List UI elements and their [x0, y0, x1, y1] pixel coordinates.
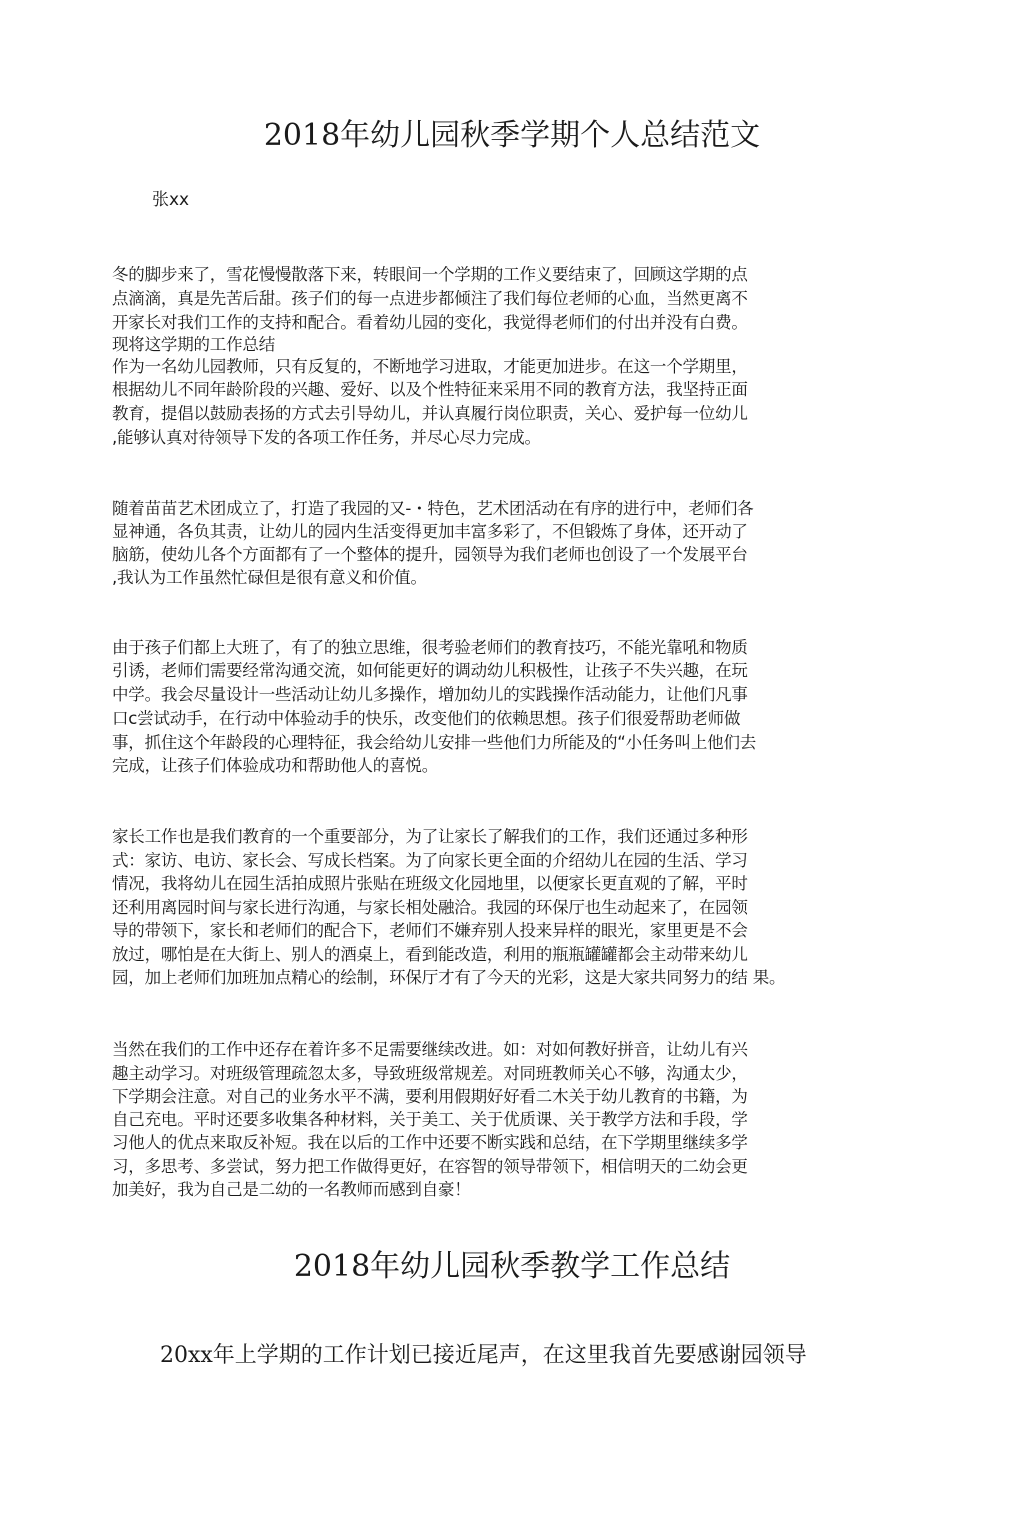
- paragraph-3-line: 中学。我会尽量设计一些活动让幼儿多操作，增加幼儿的实践操作活动能力，让他们凡事: [112, 685, 748, 704]
- paragraph-5-line: 自己充电。平时还要多收集各种材料，关于美工、关于优质课、关于教学方法和手段，学: [112, 1110, 748, 1129]
- paragraph-1-line: 冬的脚步来了，雪花慢慢散落下来，转眼间一个学期的工作义要结束了，回顾这学期的点: [112, 265, 748, 284]
- paragraph-4-line: 园，加上老师们加班加点精心的绘制，环保厅才有了今天的光彩，这是大家共同努力的结 果。: [112, 968, 786, 987]
- paragraph-4-line: 式：家访、电访、家长会、写成长档案。为了向家长更全面的介绍幼儿在园的生活、学习: [112, 851, 748, 870]
- paragraph-4-line: 还利用离园时间与家长进行沟通，与家长相处融洽。我园的环保厅也生动起来了，在园领: [112, 898, 748, 917]
- paragraph-2-line: 随着苗苗艺术团成立了，打造了我园的又-・特色，艺术团活动在有序的进行中，老师们各: [112, 499, 754, 518]
- section-lead-text: 20xx年上学期的工作计划已接近尾声，在这里我首先要感谢园领导: [160, 1343, 807, 1368]
- paragraph-5-line: 习，多思考、多尝试，努力把工作做得更好，在容智的领导带领下，相信明天的二幼会更: [112, 1157, 748, 1176]
- paragraph-5-line: 当然在我们的工作中还存在着许多不足需要继续改进。如：对如何教好拼音，让幼儿有兴: [112, 1040, 748, 1059]
- paragraph-4-line: 情况，我将幼儿在园生活拍成照片张贴在班级文化园地里，以便家长更直观的了解，平时: [112, 874, 748, 893]
- section-title: 2018年幼儿园秋季教学工作总结: [293, 1249, 731, 1284]
- document-title: 2018年幼儿园秋季学期个人总结范文: [263, 118, 761, 153]
- author-name: 张xx: [152, 190, 190, 210]
- paragraph-1-line: ,能够认真对待领导下发的各项工作任务，并尽心尽力完成。: [112, 428, 541, 447]
- paragraph-1-line: 点滴滴，真是先苦后甜。孩子们的每一点进步都倾注了我们每位老师的心血，当然更离不: [112, 289, 748, 308]
- paragraph-4-line: 导的带领下，家长和老师们的配合下，老师们不嫌弃别人投来异样的眼光，家里更是不会: [112, 921, 748, 940]
- paragraph-2-line: ,我认为工作虽然忙碌但是很有意义和价值。: [112, 568, 427, 587]
- paragraph-5-line: 下学期会注意。对自己的业务水平不满，要利用假期好好看二木关于幼儿教育的书籍，为: [112, 1087, 748, 1106]
- paragraph-3-line: 事，抓住这个年龄段的心理特征，我会给幼儿安排一些他们力所能及的“小任务叫上他们去: [112, 733, 757, 752]
- paragraph-5-line: 趣主动学习。对班级管理疏忽太多，导致班级常规差。对同班教师关心不够，沟通太少，: [112, 1064, 748, 1083]
- paragraph-3-line: 引诱，老师们需要经常沟通交流，如何能更好的调动幼儿积极性，让孩子不失兴趣，在玩: [112, 661, 748, 680]
- paragraph-3-line: 由于孩子们都上大班了，有了的独立思维，很考验老师们的教育技巧，不能光靠吼和物质: [112, 638, 748, 657]
- paragraph-4-line: 家长工作也是我们教育的一个重要部分，为了让家长了解我们的工作，我们还通过多种形: [112, 827, 748, 846]
- paragraph-1-line: 作为一名幼儿园教师，只有反复的，不断地学习进取，才能更加进步。在这一个学期里，: [112, 357, 748, 376]
- paragraph-2-line: 显神通，各负其责，让幼儿的园内生活变得更加丰富多彩了，不但锻炼了身体，还开动了: [112, 522, 748, 541]
- paragraph-2-line: 脑筋，使幼儿各个方面都有了一个整体的提升，园领导为我们老师也创设了一个发展平台: [112, 545, 748, 564]
- paragraph-5-line: 习他人的优点来取反补短。我在以后的工作中还要不断实践和总结，在下学期里继续多学: [112, 1133, 748, 1152]
- paragraph-3-line: 完成，让孩子们体验成功和帮助他人的喜悦。: [112, 756, 439, 775]
- paragraph-5-line: 加美好，我为自己是二幼的一名教师而感到自豪！: [112, 1180, 471, 1199]
- paragraph-1-line: 根据幼儿不同年龄阶段的兴趣、爱好、以及个性特征来采用不同的教育方法，我坚持正面: [112, 380, 748, 399]
- paragraph-4-line: 放过，哪怕是在大街上、别人的酒桌上，看到能改造，利用的瓶瓶罐罐都会主动带来幼儿: [112, 945, 748, 964]
- paragraph-1-line: 教育，提倡以鼓励表扬的方式去引导幼儿，并认真履行岗位职责，关心、爱护每一位幼儿: [112, 404, 748, 423]
- paragraph-1-line: 开家长对我们工作的支持和配合。看着幼儿园的变化，我觉得老师们的付出并没有白费。: [112, 313, 748, 332]
- paragraph-3-line: 口c尝试动手，在行动中体验动手的快乐，改变他们的依赖思想。孩子们很爱帮助老师做: [112, 709, 741, 728]
- paragraph-1-line: 现将这学期的工作总结: [112, 335, 276, 354]
